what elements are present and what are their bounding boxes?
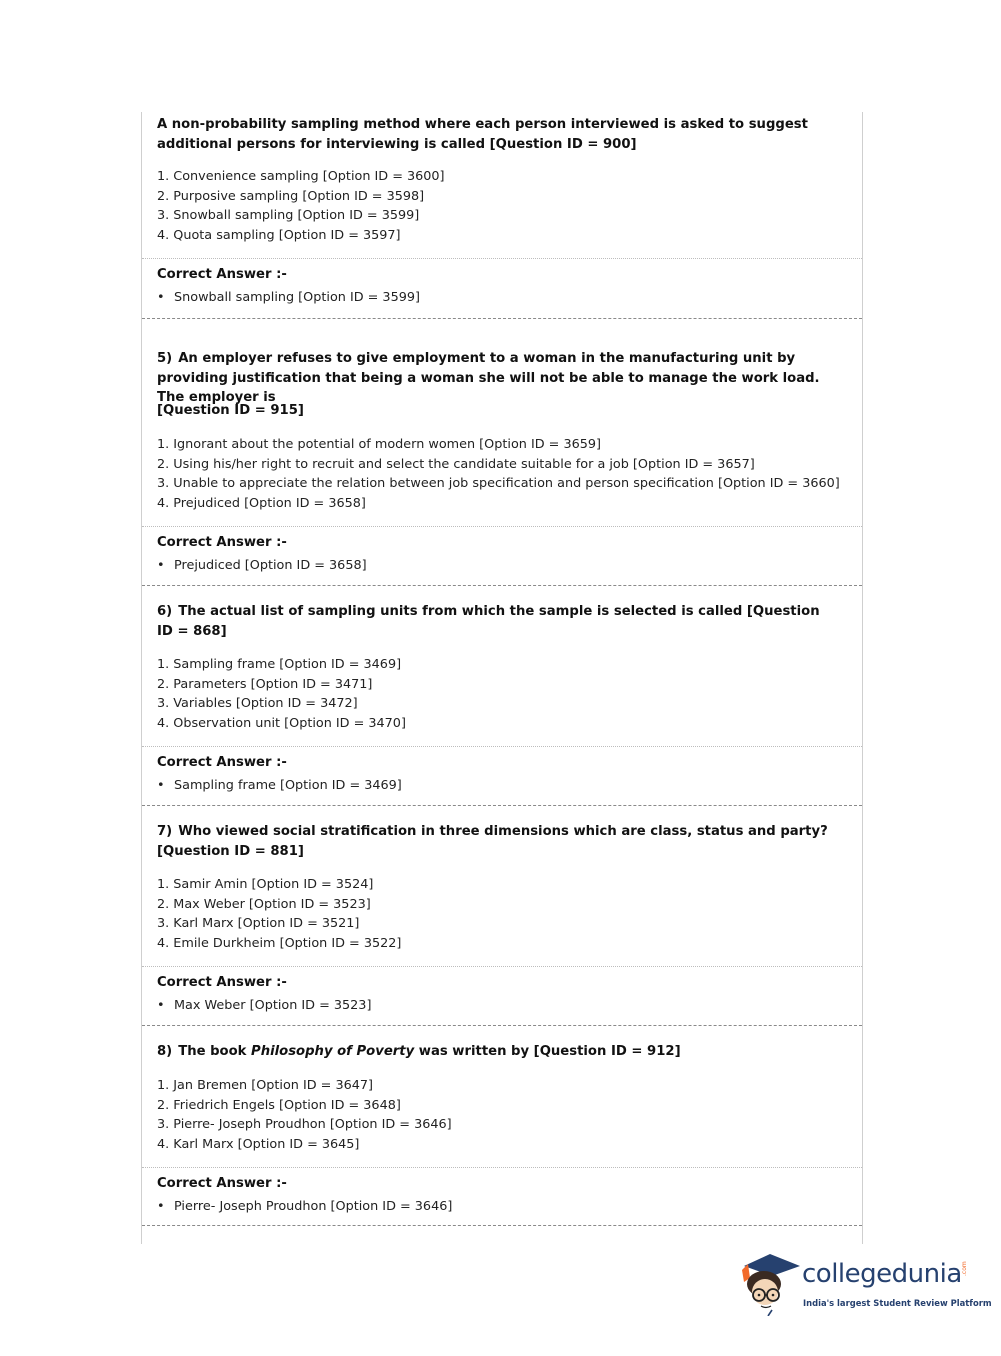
correct-answer-text: Prejudiced [Option ID = 3658] [174,558,367,573]
bullet-icon: • [157,1199,165,1214]
divider [142,1167,862,1168]
option-item: 4. Emile Durkheim [Option ID = 3522] [157,935,402,951]
divider [142,258,862,259]
divider [142,526,862,527]
option-item: 4. Quota sampling [Option ID = 3597] [157,227,401,243]
question-separator [142,1025,862,1026]
question-text: A non-probability sampling method where each person interviewed is asked to suggest additional persons for interviewing is called [Question ID = 900] [157,117,808,152]
option-item: 3. Unable to appreciate the relation between job specification and person specification [Option ID = 3660] [157,476,840,492]
divider [142,746,862,747]
question-separator [142,805,862,806]
option-item: 2. Using his/her right to recruit and select the candidate suitable for a job [Option ID = 3657] [157,456,755,472]
question-block [142,112,862,318]
correct-answer [157,556,367,576]
divider [142,966,862,967]
correct-answer-label: Correct Answer :- [157,267,287,282]
options-list [157,875,838,953]
correct-answer-label: Correct Answer :- [157,535,287,550]
question-number: 8) [157,1044,173,1059]
question-text [157,602,838,641]
correct-answer-label: Correct Answer :- [157,975,287,990]
option-item: 2. Max Weber [Option ID = 3523] [157,896,371,912]
question-separator [142,1225,862,1226]
bullet-icon: • [157,778,165,793]
bullet-icon: • [157,998,165,1013]
correct-answer-text: Sampling frame [Option ID = 3469] [174,778,402,793]
correct-answer [157,288,420,308]
question-body: An employer refuses to give employment to a woman in the manufacturing unit by providing justification that being a woman she will not be able to manage the work load. The employer is [157,351,820,406]
question-separator [142,318,862,319]
question-sheet [141,112,863,1244]
option-item: 1. Ignorant about the potential of modern women [Option ID = 3659] [157,437,601,452]
correct-answer [157,996,371,1016]
correct-answer [157,776,402,796]
question-text [157,822,838,861]
brand-name: collegedunia [802,1259,962,1289]
option-item: 1. Convenience sampling [Option ID = 3600] [157,169,445,184]
question-number: 6) [157,604,173,619]
option-item: 2. Friedrich Engels [Option ID = 3648] [157,1097,401,1113]
correct-answer-text: Snowball sampling [Option ID = 3599] [174,290,420,305]
options-list [157,655,838,733]
question-text [157,1042,838,1062]
option-item: 3. Variables [Option ID = 3472] [157,696,358,712]
question-body: Who viewed social stratification in three dimensions which are class, status and party? [Question ID = 881] [157,824,828,859]
option-item: 3. Karl Marx [Option ID = 3521] [157,916,360,932]
bullet-icon: • [157,290,165,305]
correct-answer-label: Correct Answer :- [157,1176,287,1191]
question-number: 5) [157,351,173,366]
book-title: Philosophy of Poverty [251,1044,415,1059]
options-list [157,1076,838,1154]
question-body-end: was written by [Question ID = 912] [418,1044,681,1059]
collegedunia-logo[interactable] [740,1246,992,1318]
question-number: 7) [157,824,173,839]
bullet-icon: • [157,558,165,573]
option-item: 1. Jan Bremen [Option ID = 3647] [157,1078,374,1093]
question-body: The book [178,1044,247,1059]
correct-answer-text: Max Weber [Option ID = 3523] [174,998,372,1013]
question-text [157,349,838,408]
brand-suffix: .com [961,1261,968,1276]
correct-answer [157,1197,452,1217]
question-id: [Question ID = 915] [157,403,304,418]
correct-answer-label: Correct Answer :- [157,755,287,770]
question-separator [142,585,862,586]
correct-answer-text: Pierre- Joseph Proudhon [Option ID = 3646] [174,1199,453,1214]
option-item: 1. Samir Amin [Option ID = 3524] [157,877,374,892]
question-body: The actual list of sampling units from which the sample is selected is called [Question ID = 868] [157,604,820,639]
option-item: 3. Pierre- Joseph Proudhon [Option ID = 3646] [157,1117,452,1133]
options-list [157,435,838,513]
option-item: 4. Observation unit [Option ID = 3470] [157,715,406,731]
options-list [157,167,838,245]
mascot-graduate-icon [740,1248,802,1316]
option-item: 3. Snowball sampling [Option ID = 3599] [157,208,420,224]
option-item: 4. Prejudiced [Option ID = 3658] [157,495,366,511]
brand-tagline: India's largest Student Review Platform [803,1298,992,1308]
option-item: 2. Parameters [Option ID = 3471] [157,676,373,692]
option-item: 1. Sampling frame [Option ID = 3469] [157,657,402,672]
option-item: 2. Purposive sampling [Option ID = 3598] [157,188,425,204]
option-item: 4. Karl Marx [Option ID = 3645] [157,1136,360,1152]
